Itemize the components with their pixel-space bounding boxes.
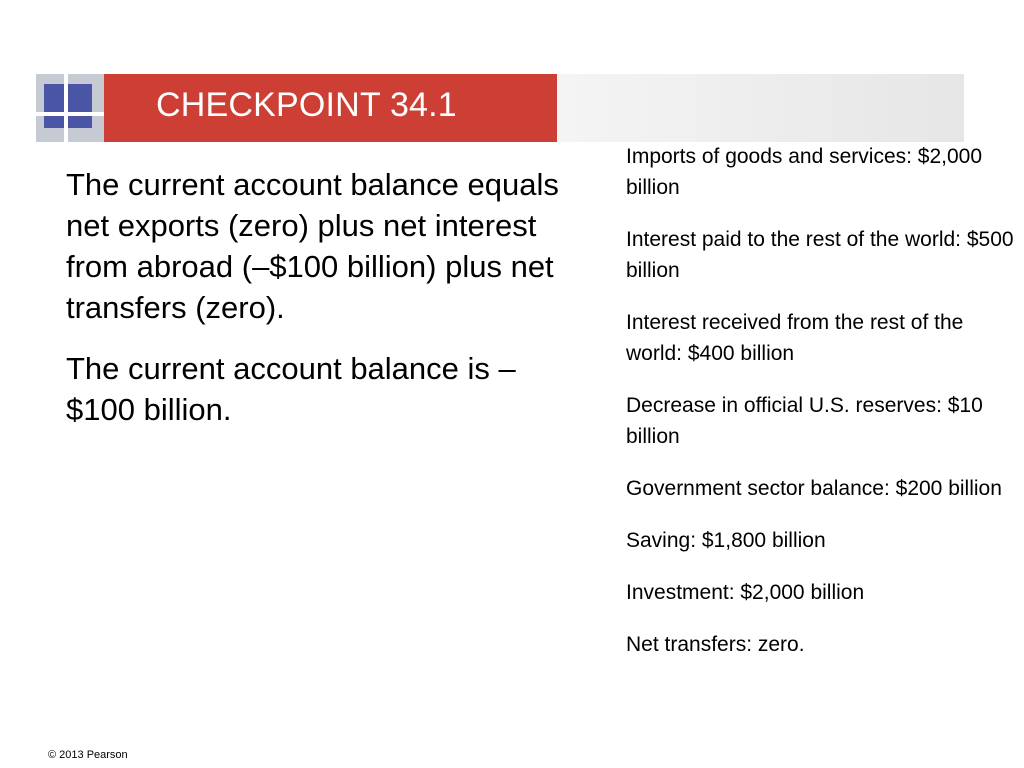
list-item: Government sector balance: $200 billion (626, 477, 1002, 500)
list-item: Saving: $1,800 billion (626, 529, 826, 552)
main-text (66, 164, 566, 450)
title-banner (104, 74, 557, 142)
list-item: Investment: $2,000 billion (626, 581, 865, 604)
paragraph: The current account balance is –$100 billion. (66, 351, 516, 427)
list-item: Interest paid to the rest of the world: $500 billion (626, 228, 1014, 282)
list-item: Net transfers: zero. (626, 633, 805, 656)
list-item: Interest received from the rest of the world: $400 billion (626, 311, 964, 365)
logo-icon (36, 74, 104, 142)
paragraph: The current account balance equals net exports (zero) plus net interest from abroad (–$100 billion) plus net transfers (zero). (66, 167, 559, 325)
data-list (626, 141, 1016, 681)
slide-title: CHECKPOINT 34.1 (156, 86, 457, 124)
copyright: © 2013 Pearson (48, 749, 128, 761)
list-item: Imports of goods and services: $2,000 billion (626, 145, 983, 199)
list-item: Decrease in official U.S. reserves: $10 billion (626, 394, 983, 448)
